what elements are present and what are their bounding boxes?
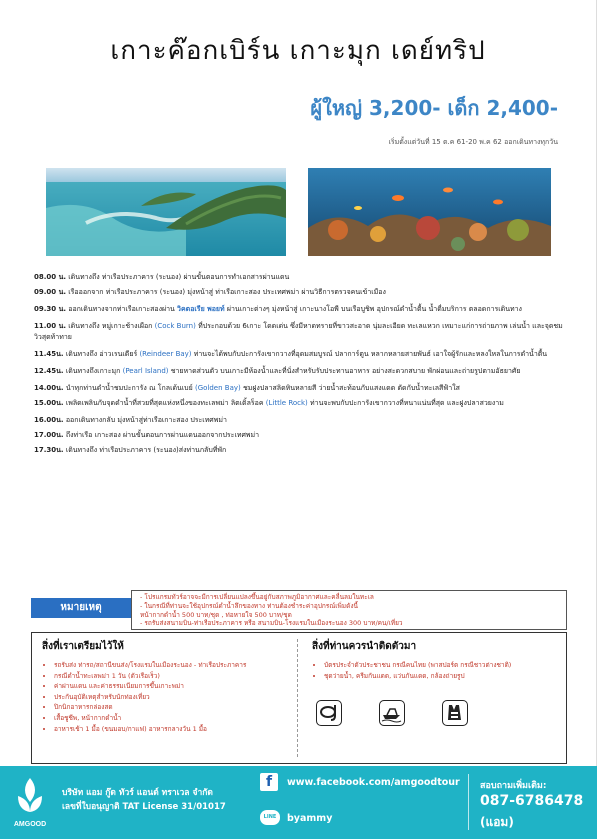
- preparation-box: [31, 632, 567, 764]
- itinerary-text: เรือออกจาก ท่าเรือประภาคาร (ระนอง) มุ่งหน้าสู่ ท่าเรือเกาะสอง ประเทศพม่า ผ่านวิธีการตรวจคนเข้าเมือง: [68, 288, 386, 296]
- logo-text: AMGOOD: [13, 821, 47, 828]
- line-icon: LINE: [260, 810, 280, 825]
- phone-number[interactable]: 087-6786478: [480, 793, 584, 809]
- included-list: [42, 660, 294, 734]
- itinerary-text: ท่านจะได้พบกับปะการังเขากวางที่อุดมสมบูรณ์ ปลาการ์ตูน หลากหลายสายพันธ์ เอาใจผู้รักและหลงใหลในการดำน้ำตื้น: [193, 350, 548, 358]
- footer-divider: [468, 774, 469, 830]
- note-line: - โปรแกรมทัวร์อาจจะมีการเปลี่ยนแปลงขึ้นอยู่กับสภาพภูมิอากาศและคลื่นลมในทะเล: [140, 593, 374, 601]
- included-item: • อาหารเช้า 1 มื้อ (ขนมอบ/กาแฟ) อาหารกลางวัน 1 มื้อ: [54, 724, 294, 735]
- itinerary-time: 09.30 น.: [34, 305, 67, 313]
- itinerary-place-en: (Little Rock): [265, 399, 308, 407]
- itinerary-text: เดินทางถึง ท่าเรือประภาคาร (ระนอง)ส่งท่านกลับที่พัก: [65, 446, 227, 454]
- itinerary-time: 08.00 น.: [34, 273, 67, 281]
- included-column: [32, 633, 294, 763]
- itinerary-text: ชายหาดส่วนตัว บนเกาะมีห้องน้ำและที่นั่งสำหรับรับประทานอาหาร อย่างสะดวกสบาย พักผ่อนและถ่ายรูปตามอัธยาศัย: [170, 367, 521, 375]
- itinerary-row: [34, 383, 566, 394]
- price-banner: ผู้ใหญ่ 3,200- เด็ก 2,400-: [310, 96, 558, 120]
- itinerary-text: ออกเดินทางจากท่าเรือเกาะสองผ่าน: [68, 305, 175, 313]
- company-logo: [10, 772, 50, 832]
- line-id[interactable]: byammy: [287, 813, 333, 824]
- itinerary-place-en: (Golden Bay): [194, 384, 241, 392]
- bring-column: [302, 633, 566, 763]
- itinerary-time: 16.00น.: [34, 416, 64, 424]
- facebook-icon: f: [260, 773, 278, 791]
- column-divider: [297, 639, 298, 757]
- itinerary-text: นำทุกท่านดำน้ำชมปะการัง ณ โกลเด้นเบย์: [65, 384, 193, 392]
- island-aerial-photo: [46, 168, 286, 256]
- itinerary: [34, 272, 566, 460]
- itinerary-text: เพลิดเพลินกับจุดดำน้ำที่สวยที่สุดแห่งหนึ่งของทะเลพม่า ลิตเติ้ลร็อค: [65, 399, 264, 407]
- itinerary-time: 12.45น.: [34, 367, 64, 375]
- itinerary-text: ออกเดินทางกลับ มุ่งหน้าสู่ท่าเรือเกาะสอง ประเทศพม่า: [65, 416, 227, 424]
- bring-title: สิ่งที่ท่านควรนำติดตัวมา: [312, 641, 417, 652]
- coral-reef-photo: [308, 168, 551, 256]
- note-line: หน้ากากดำน้ำ 500 บาท/ชุด , ท่อหายใจ 500 บาท/ชุด: [140, 610, 292, 619]
- speedboat-icon: [379, 700, 405, 726]
- notes-label: หมายเหตุ: [31, 598, 131, 618]
- included-item: • กรณีดำน้ำทะเลพม่า 1 วัน (ตัวเรือเร็ว): [54, 671, 294, 682]
- itinerary-row: [34, 304, 566, 315]
- itinerary-time: 17.30น.: [34, 446, 64, 454]
- company-name: บริษัท แอม กู๊ด ทัวร์ แอนด์ ทราเวล จำกัด: [62, 788, 213, 798]
- itinerary-row: [34, 272, 566, 283]
- itinerary-text: เดินทางถึงเกาะมุก: [65, 367, 121, 375]
- bring-item: • ชุดว่ายน้ำ, ครีมกันแดด, แว่นกันแดด, กล้องถ่ายรูป: [324, 671, 566, 682]
- itinerary-place-en: (Reindeer Bay): [139, 350, 192, 358]
- itinerary-text: เดินทางถึง ท่าเรือประภาคาร (ระนอง) ผ่านขั้นตอนการทำเอกสารผ่านแดน: [68, 273, 290, 281]
- itinerary-row: [34, 415, 566, 426]
- snorkel-icon: [316, 700, 342, 726]
- page-title: เกาะค๊อกเบิร์น เกาะมุก เดย์ทริป: [110, 36, 486, 66]
- itinerary-row: [34, 445, 566, 456]
- itinerary-time: 14.00น.: [34, 384, 64, 392]
- life-jacket-icon: [442, 700, 468, 726]
- itinerary-text: ถึงท่าเรือ เกาะสอง ผ่านขั้นตอนการผ่านแดนออกจากประเทศพม่า: [65, 431, 260, 439]
- itinerary-row: [34, 287, 566, 298]
- itinerary-text: เดินทางถึง หมู่เกาะช้างเผือก: [68, 322, 153, 330]
- note-line: - รถรับส่งสนามบิน-ท่าเรือประภาคาร หรือ สนามบิน-โรงแรมในเมืองระนอง 300 บาท/คน/เที่ยว: [140, 619, 403, 628]
- footer-bar: [0, 766, 597, 839]
- itinerary-time: 15.00น.: [34, 399, 64, 407]
- bring-item: • บัตรประจำตัวประชาชน กรณีคนไทย (พาสปอร์ต กรณีชาวต่างชาติ): [324, 660, 566, 671]
- itinerary-row: [34, 398, 566, 409]
- facebook-link[interactable]: www.facebook.com/amgoodtour: [287, 777, 460, 788]
- note-line: - ในกรณีที่ท่านจะใช้อุปกรณ์ดำน้ำลึกของทาง ท่านต้องชำระค่าอุปกรณ์เพิ่มดังนี้: [140, 601, 358, 610]
- itinerary-row: [34, 321, 566, 343]
- included-item: • รถรับส่ง ท่ารถ/สถานีขนส่ง/โรงแรมในเมืองระนอง - ท่าเรือประภาคาร: [54, 660, 294, 671]
- itinerary-row: [34, 349, 566, 360]
- itinerary-text: ผ่านเกาะต่างๆ มุ่งหน้าสู่ เกาะนางโอพี บนเรือบูชิพ อุปกรณ์ดำน้ำตื้น น้ำดื่มบริการ ตลอดการเดินทาง: [226, 305, 522, 313]
- itinerary-time: 11.45น.: [34, 350, 64, 358]
- included-item: • ค่าผ่านแดน และค่าธรรมเนียมการขึ้นเกาะพม่า: [54, 681, 294, 692]
- itinerary-text: ชมฝูงปลาสลิดหินหลายสี ว่ายน้ำสะท้อนกับแสงแดด ตัดกับน้ำทะเลสีฟ้าใส: [242, 384, 460, 392]
- itinerary-time: 09.00 น.: [34, 288, 67, 296]
- included-title: สิ่งที่เราเตรียมไว้ให้: [42, 641, 124, 652]
- company-info: [62, 786, 226, 814]
- contact-label: สอบถามเพิ่มเติม:: [480, 781, 547, 791]
- itinerary-text: ที่ประกอบด้วย 6เกาะ โดดเด่น ซึ่งมีหาดทรายที่ขาวสะอาด นุ่มละเอียด ทะเลแหวก เหมาะแก่การถ่ายภาพ เล่นน้ำ และจุดชมวิวสุดท้าทาย: [34, 322, 563, 341]
- itinerary-row: [34, 430, 566, 441]
- itinerary-highlight: วิคตอเรีย พอยท์: [177, 305, 225, 313]
- notes-section: [31, 590, 567, 630]
- itinerary-text: เดินทางถึง อ่าวเรนเดียร์: [65, 350, 138, 358]
- itinerary-place-en: (Cock Burn): [154, 322, 196, 330]
- bring-list: [312, 660, 566, 681]
- itinerary-time: 11.00 น.: [34, 322, 67, 330]
- included-item: • ปิกนิกอาหารกล่องสด: [54, 702, 294, 713]
- itinerary-row: [34, 366, 566, 377]
- itinerary-place-en: (Pearl Island): [122, 367, 169, 375]
- license-number: เลขที่ใบอนุญาติ TAT License 31/01017: [62, 802, 226, 812]
- included-item: • เสื้อชูชีพ, หน้ากากดำน้ำ: [54, 713, 294, 724]
- travel-period: เริ่มตั้งแต่วันที่ 15 ต.ค 61-20 พ.ค 62 ออกเดินทางทุกวัน: [388, 138, 558, 146]
- notes-box: [131, 590, 567, 630]
- itinerary-text: ท่านจะพบกับปะการังเขากวางที่หนาแน่นที่สุด และฝูงปลาสวยงาม: [310, 399, 504, 407]
- itinerary-time: 17.00น.: [34, 431, 64, 439]
- included-item: • ประกันอุบัติเหตุสำหรับนักท่องเที่ยว: [54, 692, 294, 703]
- contact-name: (แอม): [480, 815, 514, 829]
